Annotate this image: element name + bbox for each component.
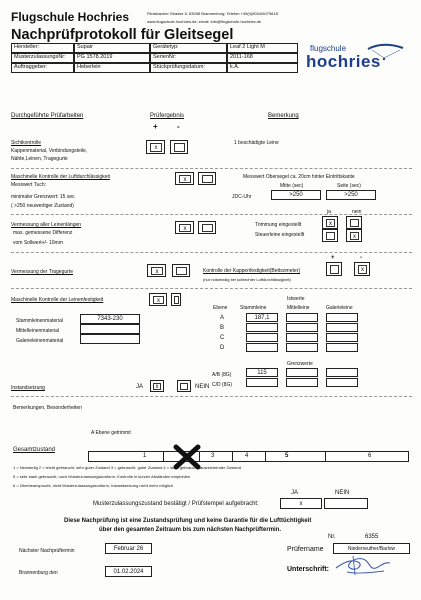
brake-nein-box[interactable] <box>346 229 362 242</box>
inspection-date-value: k.A. <box>227 63 298 73</box>
gallery-line-material-field[interactable] <box>80 334 140 344</box>
sichtkontrolle-minus-box[interactable] <box>170 140 188 154</box>
risers-title: Vermessung der Tragegurte <box>11 269 73 275</box>
overall-condition-scale <box>88 451 409 462</box>
repair-nein-label: NEIN <box>195 384 210 390</box>
col-galerieleine: Galerieleine <box>326 305 353 311</box>
device-type-value: Leaf 2 Light M <box>227 43 298 53</box>
signature-label: Unterschrift: <box>287 566 330 573</box>
scale-divider <box>265 451 266 462</box>
serial-number-label: SerienNr: <box>150 53 227 63</box>
galerie-c-field[interactable] <box>326 333 358 342</box>
canopy-minus-sign: - <box>360 255 362 261</box>
risers-plus-mark: x <box>151 267 163 275</box>
line-length-detail-2: vom Sollwert+/- 10mm <box>13 240 63 246</box>
repair-ja-label: JA <box>136 384 144 390</box>
istwerte-label: Istwerte <box>287 296 305 302</box>
inspection-date-label: Stückprüfungsdatum: <box>150 63 227 73</box>
disclaimer-line-1: Diese Nachprüfung ist eine Zustandsprüfung und keine Garantie für die Lufttüchtigkeit <box>64 518 312 524</box>
line-strength-minus-box[interactable] <box>171 293 181 306</box>
stamm-a-field[interactable]: 187,1 <box>246 313 278 322</box>
gallery-line-material-label: Galerieleinenmaterial <box>16 338 64 344</box>
confirm-nein-label: NEIN <box>335 490 350 496</box>
main-line-material-label: Stammleinenmaterial <box>16 318 63 324</box>
line-strength-minus-mark <box>174 296 179 304</box>
manufacturer-value: Supair <box>74 43 150 53</box>
trim-nein-box[interactable] <box>346 216 362 229</box>
repair-nein-mark <box>180 383 188 390</box>
col-mittelleine: Mittelleine <box>287 305 310 311</box>
page-title: Nachprüfprotokoll für Gleitsegel <box>11 27 234 43</box>
seite-value-field[interactable]: >250 <box>326 190 376 200</box>
grenzwerte-label: Grenzwerte <box>287 361 313 367</box>
minus-header: - <box>177 122 180 131</box>
condition-legend-1: 1 = Neuwertig 2 = leicht gebraucht, sehr guter Zustand 3 = gebraucht, guter Zustand 4 = stark gebraucht, ausreichender Zustand <box>13 465 241 470</box>
address-line-1: Flintsbacher Strasse 6; 83098 Brannenburg; Telefon +49(0)8034/6079618 <box>147 11 278 16</box>
ebene-b-label: B <box>220 325 225 331</box>
plus-header: + <box>153 122 158 131</box>
next-inspection-label: Nächster Nachprüftermin <box>19 548 75 554</box>
trim-nein-mark <box>350 219 359 227</box>
line-strength-plus-mark: x <box>153 296 164 304</box>
nr-label: Nr. <box>328 534 336 540</box>
remarks-text: A Ebene getrimmt <box>91 430 131 436</box>
middle-line-material-label: Mittelleinenmaterial <box>16 328 60 334</box>
canopy-strength-note: (nur notwendig bei schlechter Luftdurchlässigkeit) <box>203 277 291 282</box>
condition-legend-3: 6 = Überbeansprucht, nicht Musterzulassungskonform, Instandsetzung nicht mehr möglich <box>13 483 173 488</box>
brake-nein-mark: x <box>350 232 359 240</box>
device-type-label: Gerätetyp: <box>150 43 227 53</box>
inspector-label: Prüfername <box>287 546 324 553</box>
sichtkontrolle-detail-2: Nähte,Leinen, Tragegurte <box>11 156 68 162</box>
scale-divider <box>163 451 164 462</box>
divider <box>11 396 412 397</box>
client-label: Auftraggeber: <box>11 63 74 73</box>
inspector-field[interactable]: Niederreuther/Barlow <box>333 543 410 554</box>
scale-divider <box>325 451 326 462</box>
canopy-plus-sign: + <box>331 255 335 261</box>
address-line-2: www.flugschule-hochries.de; email: info@flugschule-hochries.de <box>147 19 262 24</box>
handwritten-signature-icon <box>332 553 394 579</box>
cd-label: C/D (8G) <box>212 382 232 388</box>
canopy-minus-mark: x <box>358 265 367 274</box>
air-permeability-minus-mark <box>202 175 213 183</box>
col-ebene: Ebene <box>213 305 228 311</box>
column-performed: Durchgeführte Prüfarbeiten <box>11 113 84 119</box>
divider <box>11 288 412 289</box>
line-strength-plus-box[interactable] <box>149 293 167 306</box>
line-strength-title: Maschinelle Kontrolle der Leinenfestigkeit <box>11 297 104 303</box>
trim-ja-box[interactable] <box>322 216 338 229</box>
air-permeability-remark: Messwert Obersegel ca. 20cm hinter Eintrittskante <box>243 174 355 180</box>
canopy-strength-title: Kontrolle der Kappenfestigkeit(Bettsometer) <box>203 268 300 274</box>
sichtkontrolle-plus-mark: x <box>150 143 162 152</box>
galerie-b-field[interactable] <box>326 323 358 332</box>
galerie-d-field[interactable] <box>326 343 358 352</box>
line-length-detail-1: max. gemessene Differenz <box>13 230 73 236</box>
school-logo <box>302 42 414 80</box>
brake-line-label: Steuerleine eingestellt <box>255 232 305 238</box>
serial-number-value: 2011-168 <box>227 53 298 63</box>
risers-plus-box[interactable] <box>147 264 166 277</box>
air-permeability-plus-box[interactable] <box>175 172 194 185</box>
ab-label: A/B (8G) <box>212 372 232 378</box>
scale-divider <box>232 451 233 462</box>
mittel-c-field[interactable] <box>286 333 318 342</box>
mittel-d-field[interactable] <box>286 343 318 352</box>
client-value: Heberlein <box>74 63 150 73</box>
repair-ja-mark: x <box>153 383 161 390</box>
mittel-a-field[interactable] <box>286 313 318 322</box>
confirm-nein-field[interactable] <box>324 498 368 509</box>
mittel-b-field[interactable] <box>286 323 318 332</box>
jdc-label: JDC-Uhr <box>232 194 252 200</box>
nein-label: nein <box>352 209 362 215</box>
manufacturer-label: Hersteller: <box>11 43 74 53</box>
ab-galerie-field[interactable] <box>326 368 358 377</box>
cd-mittel-field[interactable] <box>286 378 318 387</box>
seite-label: Seite (sec) <box>337 183 361 189</box>
sichtkontrolle-title: Sichtkontrolle <box>11 140 42 146</box>
sichtkontrolle-minus-mark <box>174 143 185 152</box>
sichtkontrolle-plus-box[interactable] <box>146 140 165 154</box>
col-stammleine: Stammleine <box>240 305 267 311</box>
condition-6[interactable]: 6 <box>368 453 372 459</box>
place-date-field[interactable]: 01.02.2024 <box>105 566 152 577</box>
approval-number-value: PG 1578.2019 <box>74 53 150 63</box>
cd-galerie-field[interactable] <box>326 378 358 387</box>
line-length-title: Vermessung aller Leinenlängen <box>11 222 82 228</box>
trim-label: Trimmung eingestellt <box>255 222 302 228</box>
repair-label: Instandsetzung <box>11 385 45 391</box>
line-length-plus-box[interactable] <box>175 221 194 234</box>
disclaimer-line-2: über den gesamten Zeitraum bis zum nächsten Nachprüftermin. <box>99 527 282 533</box>
air-permeability-detail-1: Messwert Tuch: <box>11 182 47 188</box>
school-name: Flugschule Hochries <box>11 10 130 24</box>
air-permeability-detail-2: minimaler Grenzwert: 15 sec <box>11 194 75 200</box>
divider <box>11 252 412 253</box>
brake-ja-mark <box>326 232 335 240</box>
stamm-c-field[interactable] <box>246 333 278 342</box>
canopy-minus-box[interactable] <box>354 262 370 276</box>
line-length-minus-mark <box>202 224 213 232</box>
trim-ja-mark: x <box>326 219 335 227</box>
nr-value: 6355 <box>365 534 379 540</box>
condition-4[interactable]: 4 <box>245 453 249 459</box>
condition-1[interactable]: 1 <box>143 453 147 459</box>
ab-mittel-field[interactable] <box>286 368 318 377</box>
line-length-minus-box[interactable] <box>198 221 216 234</box>
risers-minus-box[interactable] <box>172 264 190 277</box>
remarks-label: Bemerkungen, Besonderheiten <box>13 405 82 411</box>
main-line-material-field[interactable]: 7343-230 <box>80 314 140 324</box>
approval-number-label: MusterzulassungsNr: <box>11 53 74 63</box>
divider <box>11 168 412 169</box>
confirm-ja-label: JA <box>291 490 299 496</box>
condition-5[interactable]: 5 <box>285 453 289 459</box>
middle-line-material-field[interactable] <box>80 324 140 334</box>
mitte-value-field[interactable]: >250 <box>271 190 321 200</box>
stamm-d-field[interactable] <box>246 343 278 352</box>
confirm-label: Musterzulassungszustand bestätigt / Prüfstempel aufgebracht: <box>93 501 259 507</box>
air-permeability-detail-3: ( >250 neuwertiger Zustand) <box>11 203 74 209</box>
repair-nein-box[interactable] <box>177 380 191 392</box>
condition-legend-2: 5 = sehr stark gebraucht, noch Musterzulassungskonform, Kontrolle in kurzen Abständen empfohlen <box>13 474 191 479</box>
brake-ja-box[interactable] <box>322 229 338 242</box>
logo-top-text: flugschule <box>310 44 347 53</box>
canopy-plus-mark <box>330 265 339 274</box>
ja-label: ja <box>327 209 331 215</box>
condition-3[interactable]: 3 <box>211 453 215 459</box>
line-length-plus-mark: x <box>179 224 191 232</box>
sichtkontrolle-detail-1: Kappenmaterial, Verbindungsteile, <box>11 148 88 154</box>
repair-ja-box[interactable] <box>150 380 164 392</box>
logo-main-text: hochries <box>306 52 381 71</box>
sichtkontrolle-remark: 1 beschädigte Leine <box>234 140 279 146</box>
confirm-ja-field[interactable]: x <box>280 498 322 509</box>
cd-stamm-field[interactable] <box>246 378 278 387</box>
ebene-c-label: C <box>220 335 225 341</box>
next-inspection-field[interactable]: Februar 26 <box>105 543 152 554</box>
air-permeability-title: Maschinelle Kontrolle der Luftdurchlässigkeit <box>11 174 110 180</box>
device-info-table <box>11 43 298 73</box>
overall-condition-label: Gesamtzustand <box>13 447 56 453</box>
air-permeability-minus-box[interactable] <box>198 172 216 185</box>
ab-stamm-field[interactable]: 115 <box>246 368 278 377</box>
ebene-a-label: A <box>220 315 225 321</box>
canopy-plus-box[interactable] <box>326 262 342 276</box>
column-result: Prüfergebnis <box>150 113 185 119</box>
column-remark: Bemerkung <box>268 113 299 119</box>
air-permeability-plus-mark: x <box>179 175 191 183</box>
stamm-b-field[interactable] <box>246 323 278 332</box>
galerie-a-field[interactable] <box>326 313 358 322</box>
risers-minus-mark <box>176 267 187 275</box>
mitte-label: Mitte (sec) <box>280 183 304 189</box>
place-date-label: Brannenburg den <box>19 570 58 576</box>
ebene-d-label: D <box>220 345 225 351</box>
